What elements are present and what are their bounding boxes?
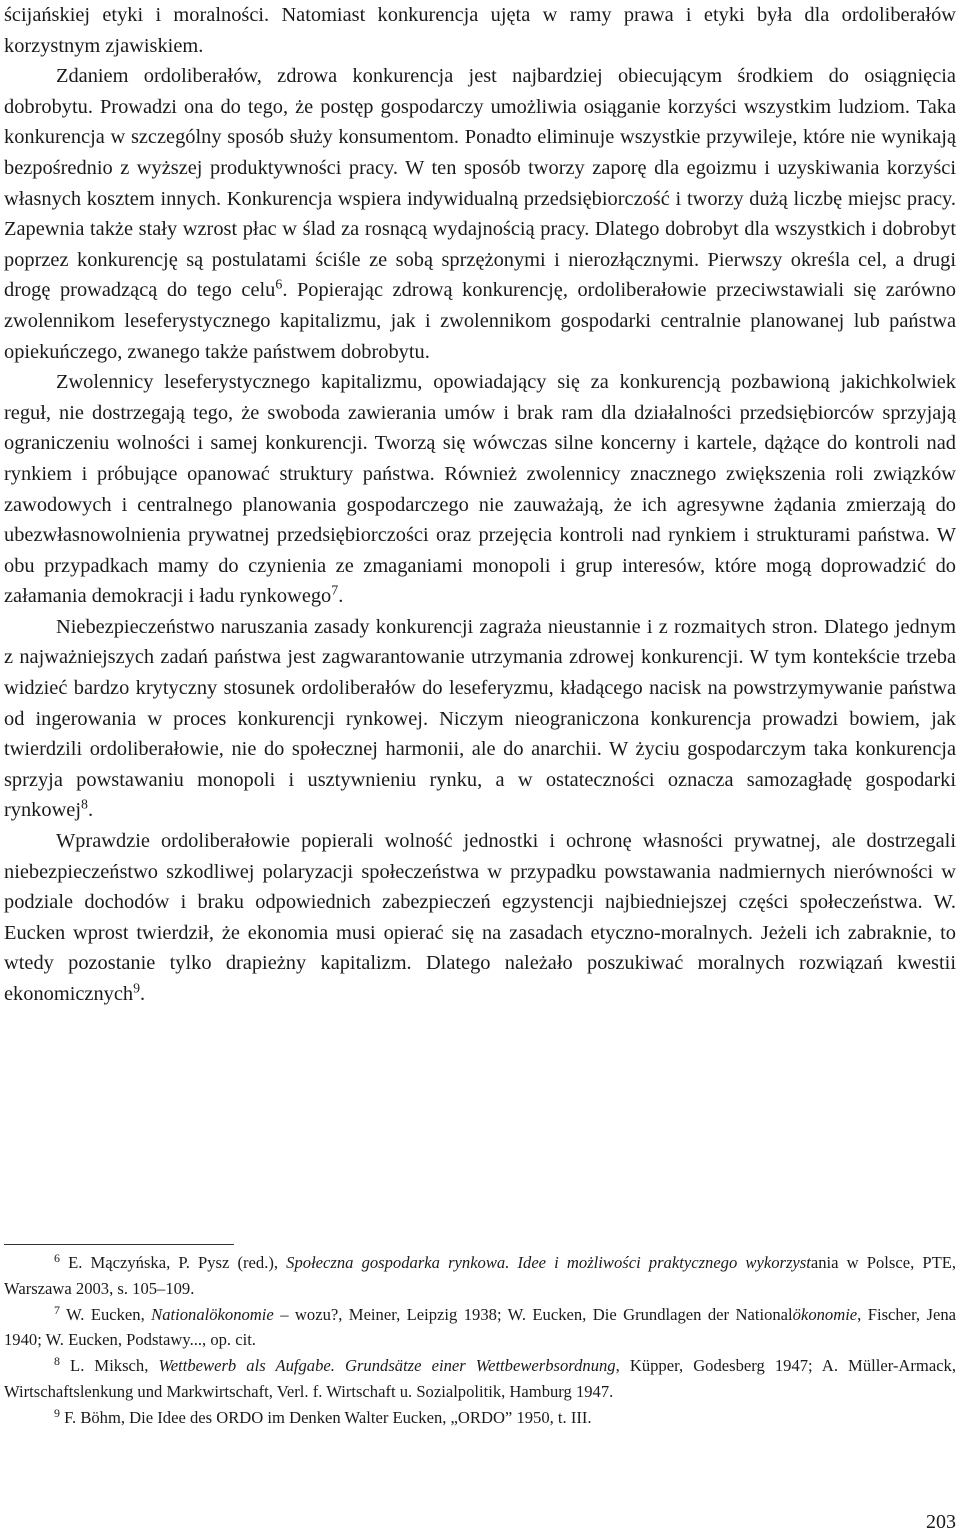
paragraph xyxy=(4,367,956,612)
footnote-ref: 9 xyxy=(54,1405,60,1420)
footnotes xyxy=(4,1250,956,1431)
paragraph xyxy=(4,826,956,1010)
paragraph xyxy=(4,0,956,61)
footnote-ref: 7 xyxy=(54,1302,60,1317)
italic-text: Nationalökonomie xyxy=(151,1304,274,1324)
footnote-ref: 6 xyxy=(275,277,283,293)
text-run: L. Miksch, xyxy=(59,1356,159,1376)
text-run: , Fischer, Jena 1940; W. Eucken, Podstawy..., op. cit. xyxy=(4,1304,956,1350)
text-run: . Popierając zdrową konkurencję, ordoliberałowie przeciwstawiali się zarówno zwolennikom leseferystycznego kapitalizmu, jak i zwolennikom gospodarki centralnie planowanej lub państwa opiekuńczego, zwanego także państwem dobrobytu. xyxy=(4,279,956,363)
footnote xyxy=(4,1405,956,1431)
paragraph xyxy=(4,612,956,826)
footnote-ref: 9 xyxy=(133,981,141,997)
text-run: Zdaniem ordoliberałów, zdrowa konkurencja jest najbardziej obiecującym środkiem do osiągnięcia dobrobytu. Prowadzi ona do tego, że postęp gospodarczy umożliwia osiąganie korzyści wszystkim ludziom. Taka konkurencja w szczególny sposób służy konsumentom. Ponadto eliminuje wszystkie przywileje, które nie wynikają bezpośrednio z wyższej produktywności pracy. W ten sposób tworzy zaporę dla egoizmu i uzyskiwania korzyści własnych kosztem innych. Konkurencja wspiera indywidualną przedsiębiorczość i tworzy dużą liczbę miejsc pracy. Zapewnia także stały wzrost płac w ślad za rosnącą wydajnością pracy. Dlatego dobrobyt dla wszystkich i dobrobyt poprzez konkurencję są postulatami ściśle ze sobą sprzężonymi i nierozłącznymi. Pierwszy określa cel, a drugi drogę prowadzącą do tego celu xyxy=(4,65,956,302)
document-page xyxy=(4,0,956,1537)
text-run: . xyxy=(140,983,146,1005)
text-run: W. Eucken, xyxy=(59,1304,152,1324)
footnote xyxy=(4,1302,956,1354)
text-run: ania w Polsce, PTE, Warszawa 2003, s. 105–109. xyxy=(4,1253,956,1298)
footnote-ref: 8 xyxy=(81,797,88,813)
text-run: , Küpper, Godesberg 1947; A. Müller-Armack, Wirtschaftslenkung und Markwirtschaft, Verl. f. Wirtschaft u. Sozialpolitik, Hamburg 1947. xyxy=(4,1356,957,1401)
body-text xyxy=(4,0,956,1010)
footnote xyxy=(4,1250,956,1302)
text-run: . xyxy=(338,585,344,608)
footnote-ref: 8 xyxy=(54,1354,60,1369)
text-run: ścijańskiej etyki i moralności. Natomiast konkurencja ujęta w ramy prawa i etyki była dla ordoliberałów korzystnym zjawiskiem. xyxy=(4,4,956,57)
text-run: F. Böhm, Die Idee des ORDO im Denken Walter Eucken, „ORDO” 1950, t. III. xyxy=(59,1407,592,1427)
text-run: Wprawdzie ordoliberałowie popierali wolność jednostki i ochronę własności prywatnej, ale dostrzegali niebezpieczeństwo szkodliwej polaryzacji społeczeństwa w przypadku powstawania nadmiernych nierówności w podziale dochodów i braku odpowiednich zabezpieczeń egzystencji najbiedniejszej części społeczeństwa. W. Eucken wprost twierdził, że ekonomia musi opierać się na zasadach etyczno-moralnych. Jeżeli ich zabraknie, to wtedy pozostanie tylko drapieżny kapitalizm. Dlatego należało poszukiwać moralnych rozwiązań kwestii ekonomicznych xyxy=(4,830,956,1005)
footnote-separator xyxy=(4,1244,234,1245)
text-run: E. Mączyńska, P. Pysz (red.), xyxy=(59,1253,287,1272)
footnote-ref: 6 xyxy=(54,1251,60,1266)
footnote-ref: 7 xyxy=(331,583,339,599)
text-run: – wozu?, Meiner, Leipzig 1938; W. Eucken, Die Grundlagen der National xyxy=(273,1304,793,1324)
italic-text: ökonomie xyxy=(792,1304,858,1324)
page-number: 203 xyxy=(926,1511,956,1533)
italic-text: Wettbewerb als Aufgabe. Grundsätze einer Wettbewerbsordnung xyxy=(158,1356,616,1376)
text-run: . xyxy=(87,799,94,822)
footnote xyxy=(4,1353,956,1405)
paragraph xyxy=(4,61,956,367)
text-run: Zwolennicy leseferystycznego kapitalizmu, opowiadający się za konkurencją pozbawioną jakichkolwiek reguł, nie dostrzegają tego, że swoboda zawierania umów i brak ram dla działalności przedsiębiorców sprzyjają ograniczeniu wolności i samej konkurencji. Tworzą się wówczas silne koncerny i kartele, dążące do kontroli nad rynkiem i próbujące opanować struktury państwa. Również zwolennicy znacznego zwiększenia roli związków zawodowych i centralnego planowania gospodarczego nie zauważają, że ich agresywne żądania zmierzają do ubezwłasnowolnienia prywatnej przedsiębiorczości oraz przejęcia kontroli nad rynkiem i strukturami państwa. W obu przypadkach mamy do czynienia ze zmaganiami monopoli i grup interesów, które mogą doprowadzić do załamania demokracji i ładu rynkowego xyxy=(4,371,956,608)
text-run: Niebezpieczeństwo naruszania zasady konkurencji zagraża nieustannie i z rozmaitych stron. Dlatego jednym z najważniejszych zadań państwa jest zagwarantowanie utrzymania zdrowej konkurencji. W tym kontekście trzeba widzieć bardzo krytyczny stosunek ordoliberałów do leseferyzmu, kładącego nacisk na powstrzymywanie państwa od ingerowania w proces konkurencji rynkowej. Niczym nieograniczona konkurencja prowadzi bowiem, jak twierdzili ordoliberałowie, nie do społecznej harmonii, ale do anarchii. W życiu gospodarczym taka konkurencja sprzyja powstawaniu monopoli i usztywnieniu rynku, a w ostateczności oznacza samozagładę gospodarki rynkowej xyxy=(4,615,956,822)
italic-text: Społeczna gospodarka rynkowa. Idee i możliwości praktycznego wykorzyst xyxy=(286,1253,811,1272)
